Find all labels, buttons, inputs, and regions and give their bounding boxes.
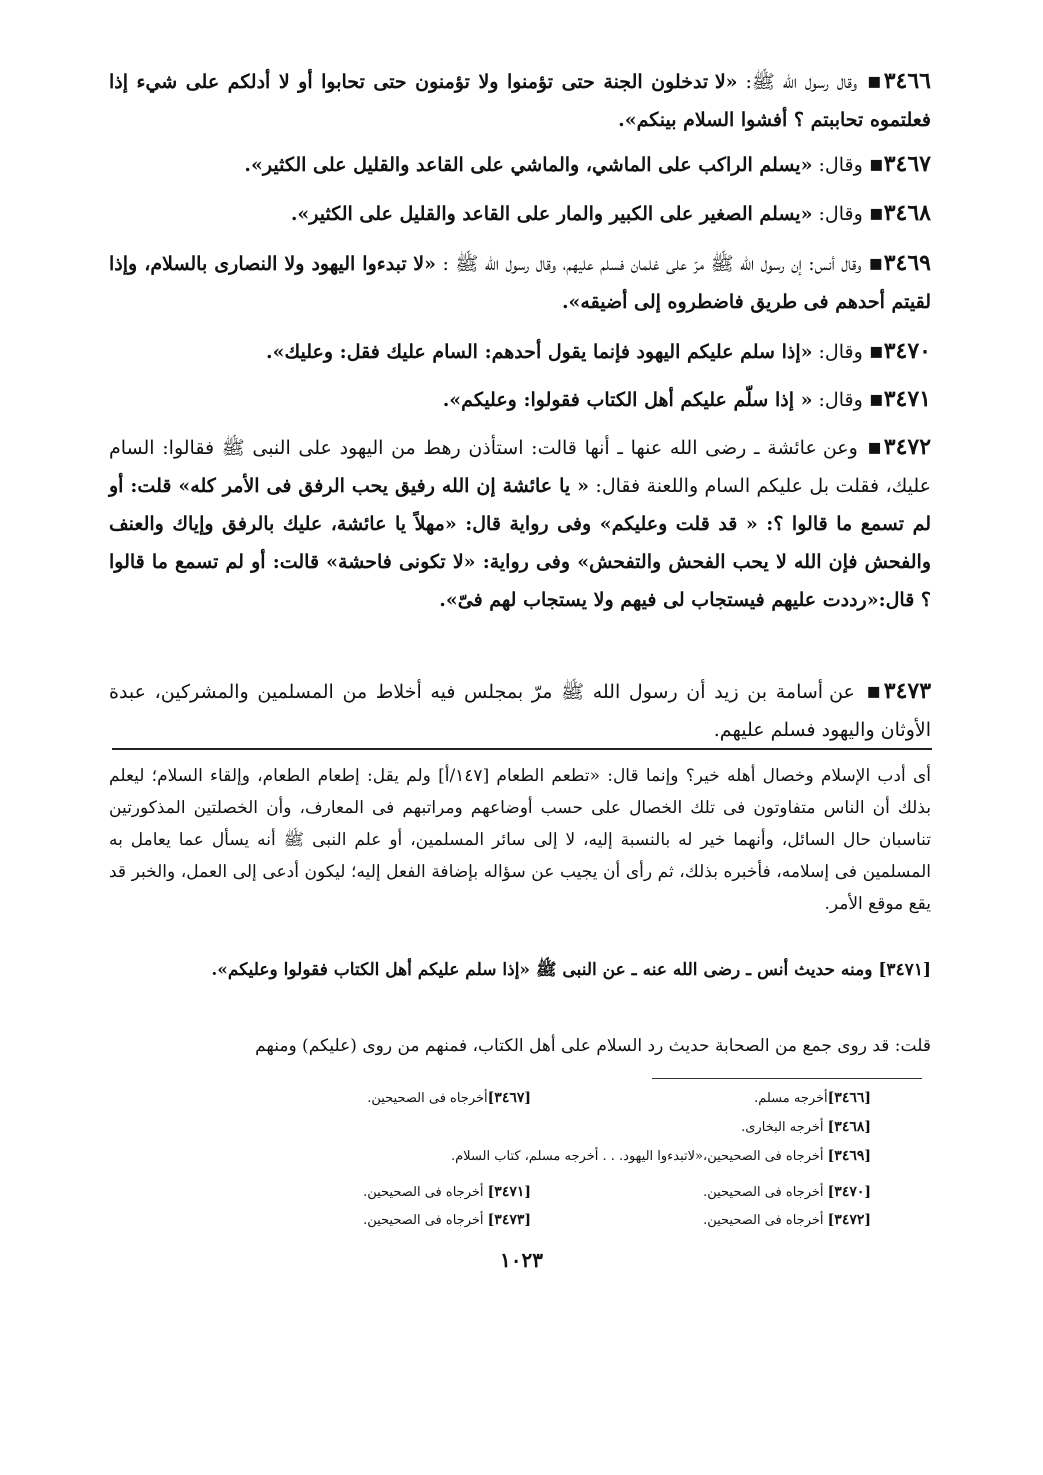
section-divider	[112, 748, 932, 750]
hadith-intro: وقال:	[812, 389, 863, 411]
hadith-intro: وقال أنس: إن رسول الله ﷺ مرّ على غلمان فسلم عليهم، وقال رسول الله ﷺ :	[436, 253, 862, 275]
hadith-intro: وقال:	[812, 203, 863, 225]
hadith-3472: ٣٤٧٢▪ وعن عائشة ـ رضى الله عنها ـ أنها قالت: استأذن رهط من اليهود على النبى ﷺ فقالوا: السام عليك، فقلت بل عليكم السام واللعنة فقال: « يا عائشة إن الله رفيق يحب الرفق فى الأمر كله» قلت: أو لم تسمع ما قالوا ؟: « قد قلت وعليكم» وفى رواية قال: «مهلاً يا عائشة، عليك بالرفق وإياك والعنف والفحش فإن الله لا يحب الفحش والتفحش» وفى رواية: «لا تكونى فاحشة» قالت: أو لم تسمع ما قالوا ؟ قال:«رددت عليهم فيستجاب لى فيهم ولا يستجاب لهم فىّ».	[109, 434, 932, 611]
hadith-3469: ٣٤٦٩▪ وقال أنس: إن رسول الله ﷺ مرّ على غلمان فسلم عليهم، وقال رسول الله ﷺ : «لا تبدءوا اليهود ولا النصارى بالسلام، وإذا لقيتم أحدهم فى طريق فاضطروه إلى أضيقه».	[109, 250, 931, 313]
page-number: ١٠٢٣	[500, 1248, 543, 1272]
hadith-number: ٣٤٦٨	[883, 200, 931, 226]
hadith-text: «لا تدخلون الجنة حتى تؤمنوا ولا تؤمنون حتى تحابوا أو لا أدلكم على شيء إذا فعلتموه تحاببتم ؟ أفشوا السلام بينكم».	[109, 71, 931, 131]
hadith-text: «لا تبدءوا اليهود ولا النصارى بالسلام، وإذا لقيتم أحدهم فى طريق فاضطروه إلى أضيقه».	[109, 253, 931, 313]
hadith-intro: عن أسامة بن زيد أن رسول الله ﷺ مرّ بمجلس فيه أخلاط من المسلمين والمشركين، عبدة الأوثان واليهود فسلم عليهم.	[109, 681, 931, 741]
hadith-number: ٣٤٦٩	[883, 250, 931, 276]
footnote-3470: [٣٤٧٠] أخرجاه فى الصحيحين.	[703, 1184, 871, 1200]
hadith-text: «يسلم الراكب على الماشي، والماشي على القاعد والقليل على الكثير».	[244, 154, 813, 176]
commentary-paragraph-1: أى أدب الإسلام وخصال أهله خير؟ وإنما قال: «تطعم الطعام [١٤٧/أ] ولم يقل: إطعام الطعام، وإلقاء السلام؛ ليعلم بذلك أن الناس متفاوتون فى تلك الخصال على حسب أوضاعهم ومراتبهم فى المعارف، وأن الخصلتين المذكورتين تناسبان حال السائل، وأنهما خير له بالنسبة إليه، لا إلى سائر المسلمين، أو علم النبى ﷺ أنه يسأل عما يعامل به المسلمين فى إسلامه، فأخبره بذلك، ثم رأى أن يجيب عن سؤاله بإضافة الفعل إليه؛ ليكون أدعى إلى العمل، والخبر قد يقع موقع الأمر.	[109, 766, 931, 914]
footnote-3472: [٣٤٧٢] أخرجاه فى الصحيحين.	[703, 1212, 871, 1228]
commentary-paragraph-3: قلت: قد روى جمع من الصحابة حديث رد السلام على أهل الكتاب، فمنهم من روى (عليكم) ومنهم	[255, 1036, 931, 1056]
hadith-3471: ٣٤٧١▪ وقال: « إذا سلّم عليكم أهل الكتاب فقولوا: وعليكم».	[442, 386, 931, 412]
hadith-intro: وقال رسول الله ﷺ:	[737, 71, 858, 93]
footnote-divider	[652, 1078, 922, 1079]
footnote-3467: [٣٤٦٧]أخرجاه فى الصحيحين.	[367, 1090, 531, 1106]
hadith-3468: ٣٤٦٨▪ وقال: «يسلم الصغير على الكبير والمار على القاعد والقليل على الكثير».	[290, 200, 931, 226]
hadith-number: ٣٤٧٢	[883, 434, 932, 460]
hadith-intro: وعن عائشة ـ رضى الله عنها ـ أنها قالت: استأذن رهط من اليهود على النبى ﷺ فقالوا: السام عليك، فقلت بل عليكم السام واللعنة فقال:	[109, 437, 931, 497]
hadith-number: ٣٤٧١	[883, 386, 931, 412]
hadith-3470: ٣٤٧٠▪ وقال: «إذا سلم عليكم اليهود فإنما يقول أحدهم: السام عليك فقل: وعليك».	[266, 338, 931, 364]
hadith-3467: ٣٤٦٧▪ وقال: «يسلم الراكب على الماشي، والماشي على القاعد والقليل على الكثير».	[244, 151, 931, 177]
footnote-3468: [٣٤٦٨] أخرجه البخارى.	[741, 1119, 871, 1135]
hadith-number: ٣٤٧٣	[883, 678, 932, 704]
hadith-3466: ٣٤٦٦▪ وقال رسول الله ﷺ: «لا تدخلون الجنة حتى تؤمنوا ولا تؤمنون حتى تحابوا أو لا أدلكم على شيء إذا فعلتموه تحاببتم ؟ أفشوا السلام بينكم».	[109, 68, 931, 131]
hadith-number: ٣٤٦٧	[883, 151, 931, 177]
commentary-paragraph-2: [٣٤٧١] ومنه حديث أنس ـ رضى الله عنه ـ عن النبى ﷺ «إذا سلم عليكم أهل الكتاب فقولوا وعليكم».	[211, 960, 931, 980]
footnote-3473: [٣٤٧٣] أخرجاه فى الصحيحين.	[363, 1212, 531, 1228]
footnote-3469: [٣٤٦٩] أخرجاه فى الصحيحين،«لاتبدءوا اليهود. . . أخرجه مسلم، كتاب السلام.	[451, 1148, 871, 1164]
footnote-3466: [٣٤٦٦]أخرجه مسلم.	[754, 1090, 871, 1106]
hadith-number: ٣٤٧٠	[883, 338, 931, 364]
hadith-text: «يسلم الصغير على الكبير والمار على القاعد والقليل على الكثير».	[290, 203, 813, 225]
hadith-3473: ٣٤٧٣▪ عن أسامة بن زيد أن رسول الله ﷺ مرّ بمجلس فيه أخلاط من المسلمين والمشركين، عبدة الأوثان واليهود فسلم عليهم.	[109, 678, 932, 741]
hadith-text: « إذا سلّم عليكم أهل الكتاب فقولوا: وعليكم».	[442, 389, 813, 411]
hadith-number: ٣٤٦٦	[883, 68, 931, 94]
hadith-intro: وقال:	[812, 154, 863, 176]
hadith-text: « يا عائشة إن الله رفيق يحب الرفق فى الأمر كله» قلت: أو لم تسمع ما قالوا ؟: « قد قلت وعليكم» وفى رواية قال: «مهلاً يا عائشة، عليك بالرفق وإياك والعنف والفحش فإن الله لا يحب الفحش والتفحش» وفى رواية: «لا تكونى فاحشة» قالت: أو لم تسمع ما قالوا ؟ قال:«رددت عليهم فيستجاب لى فيهم ولا يستجاب لهم فىّ».	[109, 475, 931, 611]
footnote-3471: [٣٤٧١] أخرجاه فى الصحيحين.	[363, 1184, 531, 1200]
hadith-intro: وقال:	[812, 341, 863, 363]
hadith-text: «إذا سلم عليكم اليهود فإنما يقول أحدهم: السام عليك فقل: وعليك».	[266, 341, 813, 363]
